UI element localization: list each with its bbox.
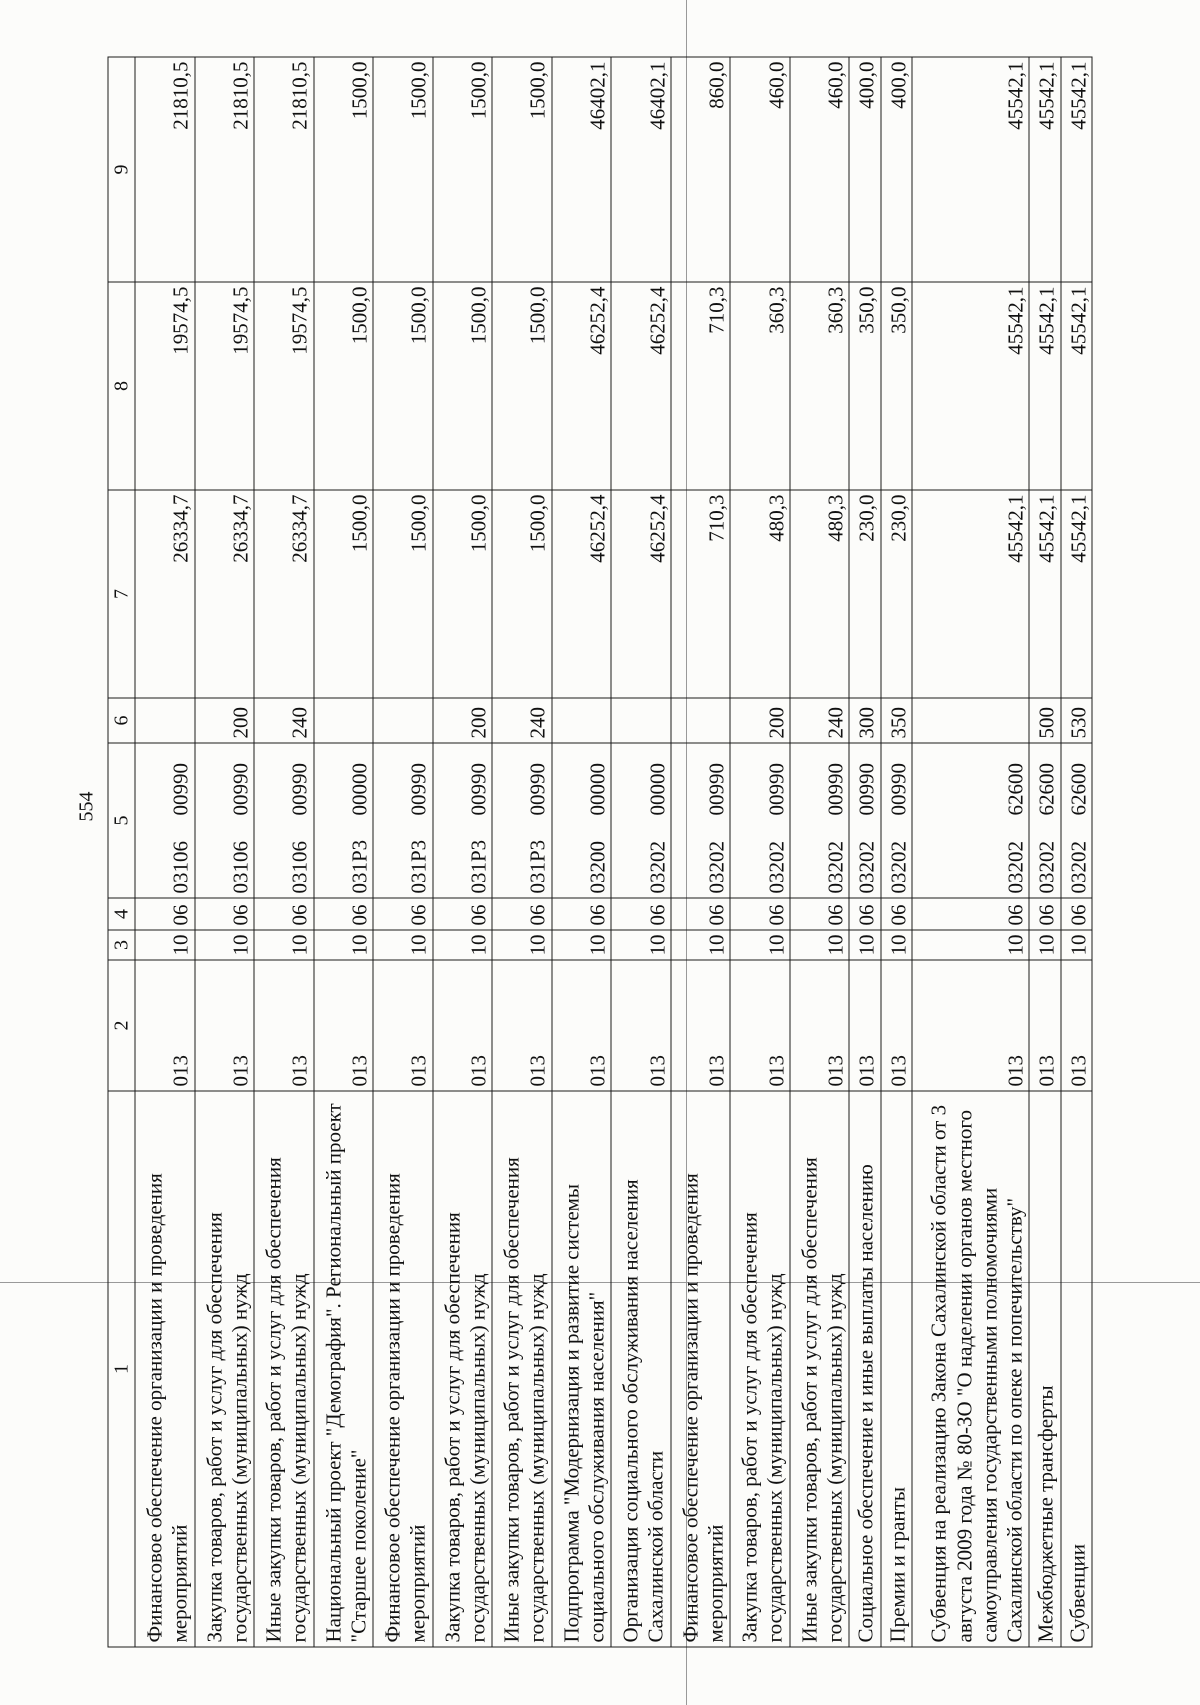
target-article-cell [611, 743, 671, 898]
amount-year1-cell: 1500,0 [492, 490, 552, 698]
direction-code: 00990 [823, 763, 848, 816]
direction-code: 62600 [1034, 763, 1059, 816]
program-code: 03202 [1066, 841, 1091, 894]
row-name-cell: Иные закупки товаров, работ и услуг для обеспечения государственных (муниципальных) нужд [492, 1091, 552, 1647]
admin-code-cell: 013 [912, 960, 1029, 1091]
amount-year2-cell: 45542,1 [1061, 282, 1092, 490]
program-code: 03202 [1034, 841, 1059, 894]
amount-year3-cell: 1500,0 [373, 57, 433, 282]
amount-year2-cell: 1500,0 [433, 282, 493, 490]
amount-year2-cell: 46252,4 [552, 282, 612, 490]
subsection-cell: 06 [552, 898, 612, 930]
direction-code: 00990 [466, 763, 491, 816]
row-name-cell: Субвенции [1061, 1091, 1092, 1647]
section-cell: 10 [373, 930, 433, 960]
section-cell: 10 [433, 930, 493, 960]
row-name-cell: Премии и гранты [881, 1091, 912, 1647]
row-name-cell: Финансовое обеспечение организации и проведения мероприятий [671, 1091, 731, 1647]
program-code: 03106 [168, 841, 193, 894]
direction-code: 00990 [525, 763, 550, 816]
amount-year3-cell: 1500,0 [433, 57, 493, 282]
expense-type-cell [373, 698, 433, 743]
direction-code: 62600 [1066, 763, 1091, 816]
section-cell: 10 [730, 930, 790, 960]
target-article-cell [552, 743, 612, 898]
amount-year3-cell: 1500,0 [492, 57, 552, 282]
expense-type-cell: 240 [790, 698, 850, 743]
program-code: 031P3 [406, 839, 431, 894]
program-code: 03106 [228, 841, 253, 894]
header-cell: 9 [108, 57, 135, 282]
header-cell: 5 [108, 743, 135, 898]
direction-code: 00990 [854, 763, 879, 816]
admin-code-cell: 013 [671, 960, 731, 1091]
section-cell: 10 [1029, 930, 1060, 960]
table-row [433, 57, 493, 1647]
amount-year2-cell: 19574,5 [135, 282, 195, 490]
section-cell: 10 [790, 930, 850, 960]
amount-year3-cell: 45542,1 [1061, 57, 1092, 282]
target-article-cell [195, 743, 255, 898]
target-article-cell [373, 743, 433, 898]
amount-year3-cell: 460,0 [730, 57, 790, 282]
table-row [730, 57, 790, 1647]
table-row [671, 57, 731, 1647]
direction-code: 62600 [1003, 763, 1028, 816]
target-article-cell [433, 743, 493, 898]
admin-code-cell: 013 [849, 960, 880, 1091]
row-name-cell: Закупка товаров, работ и услуг для обеспечения государственных (муниципальных) нужд [730, 1091, 790, 1647]
expense-type-cell [912, 698, 1029, 743]
table-row [254, 57, 314, 1647]
subsection-cell: 06 [881, 898, 912, 930]
program-code: 031P3 [347, 839, 372, 894]
row-name-cell: Иные закупки товаров, работ и услуг для обеспечения государственных (муниципальных) нужд [790, 1091, 850, 1647]
amount-year1-cell: 230,0 [849, 490, 880, 698]
row-name-cell: Национальный проект "Демография". Региональный проект "Старшее поколение" [314, 1091, 374, 1647]
admin-code-cell: 013 [1061, 960, 1092, 1091]
section-cell: 10 [671, 930, 731, 960]
amount-year1-cell: 45542,1 [912, 490, 1029, 698]
header-cell: 6 [108, 698, 135, 743]
program-code: 03202 [645, 841, 669, 894]
direction-code: 00990 [228, 763, 253, 816]
section-cell: 10 [912, 930, 1029, 960]
row-name-cell: Финансовое обеспечение организации и проведения мероприятий [373, 1091, 433, 1647]
section-cell: 10 [492, 930, 552, 960]
target-article-cell [135, 743, 195, 898]
table-row [1061, 57, 1092, 1647]
expense-type-cell: 500 [1029, 698, 1060, 743]
amount-year2-cell: 360,3 [790, 282, 850, 490]
expense-type-cell: 200 [730, 698, 790, 743]
admin-code-cell: 013 [195, 960, 255, 1091]
subsection-cell: 06 [1029, 898, 1060, 930]
program-code: 03202 [764, 841, 789, 894]
program-code: 03202 [704, 841, 729, 894]
program-code: 03106 [287, 841, 312, 894]
expense-type-cell [135, 698, 195, 743]
row-name-cell: Иные закупки товаров, работ и услуг для обеспечения государственных (муниципальных) нужд [254, 1091, 314, 1647]
admin-code-cell: 013 [433, 960, 493, 1091]
target-article-cell [492, 743, 552, 898]
amount-year2-cell: 1500,0 [492, 282, 552, 490]
amount-year3-cell: 400,0 [849, 57, 880, 282]
target-article-cell [254, 743, 314, 898]
direction-code: 00000 [645, 763, 669, 816]
section-cell: 10 [314, 930, 374, 960]
amount-year3-cell: 460,0 [790, 57, 850, 282]
expense-type-cell [314, 698, 374, 743]
expense-type-cell: 200 [433, 698, 493, 743]
amount-year2-cell: 360,3 [730, 282, 790, 490]
subsection-cell: 06 [849, 898, 880, 930]
table-body [135, 57, 1092, 1647]
amount-year3-cell: 21810,5 [254, 57, 314, 282]
table-row [790, 57, 850, 1647]
table-row [552, 57, 612, 1647]
amount-year1-cell: 230,0 [881, 490, 912, 698]
program-code: 03202 [1003, 841, 1028, 894]
expense-type-cell: 200 [195, 698, 255, 743]
header-cell: 2 [108, 960, 135, 1091]
row-name-cell: Организация социального обслуживания населения Сахалинской области [611, 1091, 671, 1647]
amount-year2-cell: 19574,5 [195, 282, 255, 490]
target-article-cell [881, 743, 912, 898]
section-cell: 10 [254, 930, 314, 960]
admin-code-cell: 013 [135, 960, 195, 1091]
row-name-cell: Субвенция на реализацию Закона Сахалинской области от 3 августа 2009 года № 80-ЗО "О наделении органов местного самоуправления государственными полномочиями Сахалинской области по опеке и попечительству" [912, 1091, 1029, 1647]
amount-year3-cell: 1500,0 [314, 57, 374, 282]
header-cell: 8 [108, 282, 135, 490]
admin-code-cell: 013 [373, 960, 433, 1091]
subsection-cell: 06 [254, 898, 314, 930]
table-row [881, 57, 912, 1647]
row-name-cell: Закупка товаров, работ и услуг для обеспечения государственных (муниципальных) нужд [195, 1091, 255, 1647]
header-row [108, 57, 135, 1647]
expense-type-cell [611, 698, 671, 743]
direction-code: 00000 [347, 763, 372, 816]
subsection-cell: 06 [611, 898, 671, 930]
amount-year1-cell: 45542,1 [1029, 490, 1060, 698]
direction-code: 00990 [406, 763, 431, 816]
subsection-cell: 06 [1061, 898, 1092, 930]
page-number: 554 [75, 791, 98, 822]
target-article-cell [314, 743, 374, 898]
amount-year3-cell: 45542,1 [912, 57, 1029, 282]
admin-code-cell: 013 [492, 960, 552, 1091]
row-name-cell: Социальное обеспечение и иные выплаты населению [849, 1091, 880, 1647]
expense-type-cell: 240 [254, 698, 314, 743]
target-article-cell [790, 743, 850, 898]
admin-code-cell: 013 [1029, 960, 1060, 1091]
table-row [912, 57, 1029, 1647]
expense-type-cell: 300 [849, 698, 880, 743]
subsection-cell: 06 [790, 898, 850, 930]
program-code: 03202 [854, 841, 879, 894]
amount-year3-cell: 21810,5 [195, 57, 255, 282]
program-code: 03202 [886, 841, 911, 894]
program-code: 031P3 [466, 839, 491, 894]
amount-year1-cell: 46252,4 [552, 490, 612, 698]
direction-code: 00990 [704, 763, 729, 816]
amount-year1-cell: 26334,7 [254, 490, 314, 698]
subsection-cell: 06 [314, 898, 374, 930]
table-row [611, 57, 671, 1647]
amount-year2-cell: 350,0 [881, 282, 912, 490]
amount-year2-cell: 1500,0 [373, 282, 433, 490]
program-code: 031P3 [525, 839, 550, 894]
admin-code-cell: 013 [790, 960, 850, 1091]
subsection-cell: 06 [373, 898, 433, 930]
amount-year1-cell: 45542,1 [1061, 490, 1092, 698]
table-row [195, 57, 255, 1647]
section-cell: 10 [881, 930, 912, 960]
section-cell: 10 [611, 930, 671, 960]
table-row [314, 57, 374, 1647]
direction-code: 00990 [886, 763, 911, 816]
amount-year2-cell: 45542,1 [912, 282, 1029, 490]
program-code: 03202 [823, 841, 848, 894]
amount-year2-cell: 46252,4 [611, 282, 671, 490]
admin-code-cell: 013 [730, 960, 790, 1091]
table-row [849, 57, 880, 1647]
subsection-cell: 06 [135, 898, 195, 930]
subsection-cell: 06 [492, 898, 552, 930]
amount-year2-cell: 45542,1 [1029, 282, 1060, 490]
amount-year3-cell: 46402,1 [552, 57, 612, 282]
expense-type-cell: 350 [881, 698, 912, 743]
target-article-cell [671, 743, 731, 898]
table-row [1029, 57, 1060, 1647]
amount-year2-cell: 350,0 [849, 282, 880, 490]
admin-code-cell: 013 [254, 960, 314, 1091]
row-name-cell: Закупка товаров, работ и услуг для обеспечения государственных (муниципальных) нужд [433, 1091, 493, 1647]
amount-year3-cell: 46402,1 [611, 57, 671, 282]
target-article-cell [849, 743, 880, 898]
expense-type-cell: 240 [492, 698, 552, 743]
target-article-cell [1061, 743, 1092, 898]
amount-year3-cell: 400,0 [881, 57, 912, 282]
table-row [135, 57, 195, 1647]
table-row [492, 57, 552, 1647]
section-cell: 10 [195, 930, 255, 960]
subsection-cell: 06 [730, 898, 790, 930]
direction-code: 00000 [585, 763, 610, 816]
admin-code-cell: 013 [611, 960, 671, 1091]
budget-table-rotated [108, 58, 1093, 1648]
expense-type-cell: 530 [1061, 698, 1092, 743]
row-name-cell: Подпрограмма "Модернизация и развитие системы социального обслуживания населения" [552, 1091, 612, 1647]
subsection-cell: 06 [671, 898, 731, 930]
amount-year2-cell: 1500,0 [314, 282, 374, 490]
amount-year1-cell: 710,3 [671, 490, 731, 698]
subsection-cell: 06 [433, 898, 493, 930]
expense-type-cell [552, 698, 612, 743]
target-article-cell [912, 743, 1029, 898]
budget-table [108, 57, 1093, 1648]
section-cell: 10 [552, 930, 612, 960]
header-cell: 4 [108, 898, 135, 930]
amount-year2-cell: 710,3 [671, 282, 731, 490]
amount-year3-cell: 860,0 [671, 57, 731, 282]
section-cell: 10 [135, 930, 195, 960]
admin-code-cell: 013 [314, 960, 374, 1091]
amount-year1-cell: 26334,7 [135, 490, 195, 698]
row-name-cell: Межбюджетные трансферты [1029, 1091, 1060, 1647]
amount-year1-cell: 46252,4 [611, 490, 671, 698]
amount-year1-cell: 480,3 [790, 490, 850, 698]
admin-code-cell: 013 [552, 960, 612, 1091]
direction-code: 00990 [168, 763, 193, 816]
amount-year3-cell: 45542,1 [1029, 57, 1060, 282]
section-cell: 10 [849, 930, 880, 960]
amount-year1-cell: 1500,0 [373, 490, 433, 698]
direction-code: 00990 [287, 763, 312, 816]
amount-year3-cell: 21810,5 [135, 57, 195, 282]
subsection-cell: 06 [912, 898, 1029, 930]
amount-year2-cell: 19574,5 [254, 282, 314, 490]
direction-code: 00990 [764, 763, 789, 816]
amount-year1-cell: 1500,0 [314, 490, 374, 698]
header-cell: 3 [108, 930, 135, 960]
target-article-cell [730, 743, 790, 898]
subsection-cell: 06 [195, 898, 255, 930]
admin-code-cell: 013 [881, 960, 912, 1091]
header-cell: 1 [108, 1091, 135, 1647]
row-name-cell: Финансовое обеспечение организации и проведения мероприятий [135, 1091, 195, 1647]
section-cell: 10 [1061, 930, 1092, 960]
expense-type-cell [671, 698, 731, 743]
table-row [373, 57, 433, 1647]
amount-year1-cell: 26334,7 [195, 490, 255, 698]
amount-year1-cell: 480,3 [730, 490, 790, 698]
header-cell: 7 [108, 490, 135, 698]
target-article-cell [1029, 743, 1060, 898]
amount-year1-cell: 1500,0 [433, 490, 493, 698]
program-code: 03200 [585, 841, 610, 894]
